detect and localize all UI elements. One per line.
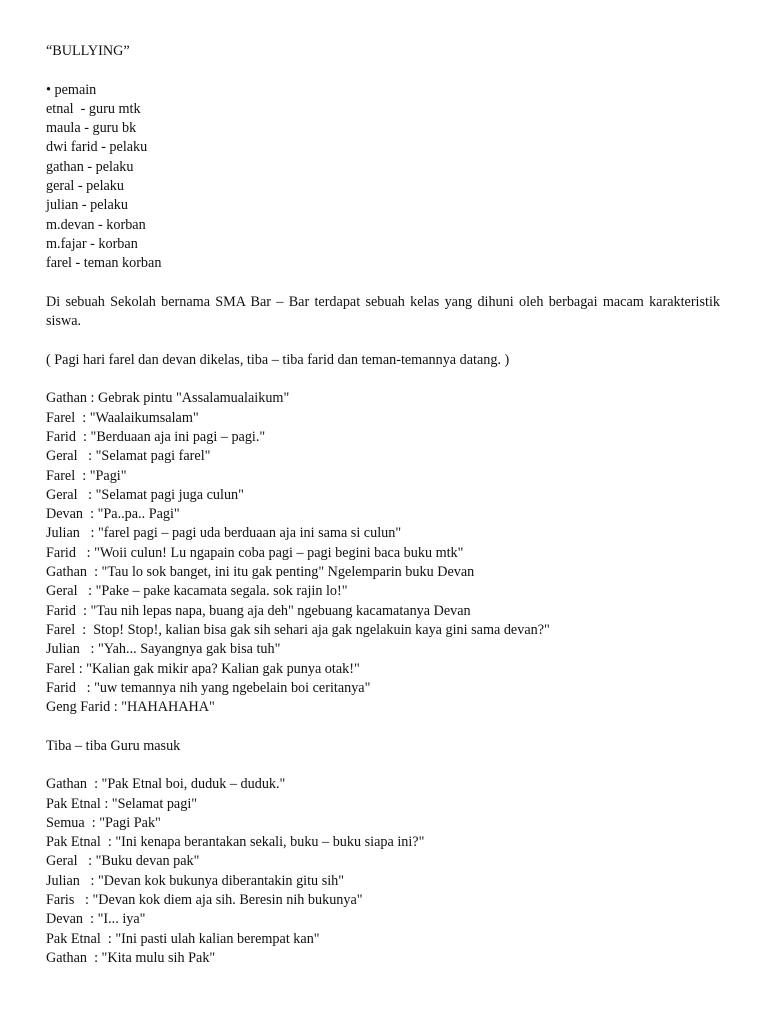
dialogue-line: Farid : "uw temannya nih yang ngebelain boi ceritanya" <box>46 679 371 696</box>
dialogue-line: Faris : "Devan kok diem aja sih. Beresin nih bukunya" <box>46 892 363 909</box>
dialogue-line: Farid : "Berduaan aja ini pagi – pagi." <box>46 428 266 445</box>
cast-member: julian - pelaku <box>46 197 128 214</box>
dialogue-line: Geral : "Selamat pagi juga culun" <box>46 486 244 503</box>
cast-member: m.fajar - korban <box>46 235 138 252</box>
dialogue-line: Devan : "I... iya" <box>46 911 146 928</box>
document-page <box>46 42 720 968</box>
dialogue-line: Farel : "Kalian gak mikir apa? Kalian gak punya otak!" <box>46 660 360 677</box>
cast-member: maula - guru bk <box>46 120 137 137</box>
dialogue-line: Farid : "Woii culun! Lu ngapain coba pagi – pagi begini baca buku mtk" <box>46 544 464 561</box>
dialogue-line: Devan : "Pa..pa.. Pagi" <box>46 506 180 523</box>
dialogue-line: Farel : "Pagi" <box>46 467 127 484</box>
dialogue-line: Pak Etnal : "Selamat pagi" <box>46 795 198 812</box>
document-title: “BULLYING” <box>46 43 130 59</box>
dialogue-line: Gathan : "Tau lo sok banget, ini itu gak penting" Ngelemparin buku Devan <box>46 564 475 581</box>
dialogue-line: Geral : "Selamat pagi farel" <box>46 448 211 465</box>
spacer <box>46 331 720 350</box>
dialogue-line: Gathan : "Pak Etnal boi, duduk – duduk." <box>46 776 286 793</box>
cast-member: m.devan - korban <box>46 216 146 233</box>
spacer <box>46 717 720 736</box>
cast-member: farel - teman korban <box>46 255 162 272</box>
dialogue-line: Geral : "Buku devan pak" <box>46 853 200 870</box>
dialogue-line: Julian : "Devan kok bukunya diberantakin gitu sih" <box>46 872 345 889</box>
stage-direction: ( Pagi hari farel dan devan dikelas, tiba – tiba farid dan teman-temannya datang. ) <box>46 351 510 368</box>
cast-member: etnal - guru mtk <box>46 100 141 117</box>
dialogue-line: Farel : Stop! Stop!, kalian bisa gak sih sehari aja gak ngelakuin kaya gini sama devan?" <box>46 621 550 638</box>
dialogue-line: Pak Etnal : "Ini kenapa berantakan sekali, buku – buku siapa ini?" <box>46 834 425 851</box>
dialogue-line: Farid : "Tau nih lepas napa, buang aja deh" ngebuang kacamatanya Devan <box>46 602 471 619</box>
dialogue-line: Farel : "Waalaikumsalam" <box>46 409 199 426</box>
cast-member: geral - pelaku <box>46 178 124 195</box>
spacer <box>46 274 720 293</box>
intro-paragraph: Di sebuah Sekolah bernama SMA Bar – Bar terdapat sebuah kelas yang dihuni oleh berbagai macam karakteristik siswa. <box>46 293 720 330</box>
dialogue-line: Julian : "farel pagi – pagi uda berduaan aja ini sama si culun" <box>46 525 402 542</box>
dialogue-line: Geng Farid : "HAHAHAHA" <box>46 699 215 716</box>
dialogue-line: Julian : "Yah... Sayangnya gak bisa tuh" <box>46 641 281 658</box>
dialogue-line: Pak Etnal : "Ini pasti ulah kalian berempat kan" <box>46 930 320 947</box>
stage-direction: Tiba – tiba Guru masuk <box>46 737 181 754</box>
cast-member: gathan - pelaku <box>46 158 134 175</box>
dialogue-line: Geral : "Pake – pake kacamata segala. sok rajin lo!" <box>46 583 348 600</box>
dialogue-line: Gathan : Gebrak pintu "Assalamualaikum" <box>46 390 290 407</box>
spacer <box>46 61 720 80</box>
spacer <box>46 756 720 775</box>
cast-header: • pemain <box>46 81 97 98</box>
dialogue-line: Gathan : "Kita mulu sih Pak" <box>46 949 216 966</box>
cast-member: dwi farid - pelaku <box>46 139 148 156</box>
dialogue-line: Semua : "Pagi Pak" <box>46 814 161 831</box>
spacer <box>46 370 720 389</box>
